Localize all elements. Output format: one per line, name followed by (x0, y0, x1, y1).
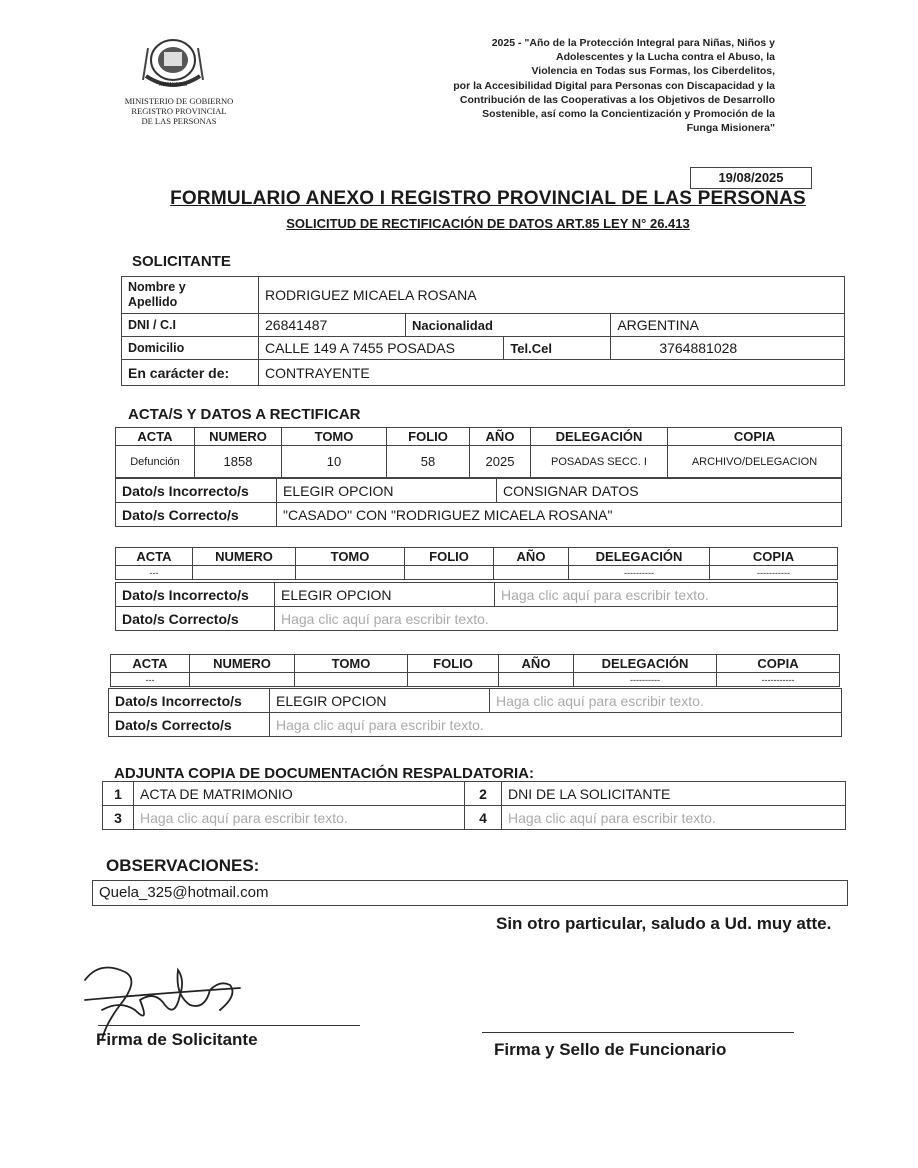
correct-label: Dato/s Correcto/s (109, 713, 270, 737)
incorrect-choice-dropdown[interactable]: ELEGIR OPCION (277, 479, 497, 503)
header-anio: AÑO (499, 655, 574, 673)
header-folio: FOLIO (405, 548, 494, 566)
caracter-field[interactable]: CONTRAYENTE (259, 360, 845, 386)
acta-3-data-table (108, 688, 842, 737)
doc-field-1[interactable]: ACTA DE MATRIMONIO (134, 782, 465, 806)
signature-scribble (80, 950, 250, 1040)
ministry-line: DE LAS PERSONAS (141, 116, 217, 126)
adjunta-table (102, 781, 846, 830)
acta-2-data-table (115, 582, 838, 631)
incorrect-choice-dropdown[interactable]: ELEGIR OPCION (270, 689, 490, 713)
ministry-line: REGISTRO PROVINCIAL (131, 106, 227, 116)
domicilio-field[interactable]: CALLE 149 A 7455 POSADAS (259, 337, 504, 360)
header-numero: NUMERO (193, 548, 296, 566)
numero-field[interactable] (190, 673, 295, 687)
motto-line: por la Accesibilidad Digital para Personas con Discapacidad y la (453, 79, 775, 92)
acta-1-data-table (115, 478, 842, 527)
doc-number: 3 (103, 806, 134, 830)
header-copia: COPIA (710, 548, 838, 566)
seal-logo (140, 36, 206, 100)
tomo-field[interactable] (296, 566, 405, 580)
motto-line: Contribución de las Cooperativas a los Objetivos de Desarrollo (459, 93, 775, 106)
numero-field[interactable] (193, 566, 296, 580)
header-anio: AÑO (470, 428, 531, 446)
header-tomo: TOMO (295, 655, 408, 673)
funcionario-signature-label: Firma y Sello de Funcionario (494, 1040, 727, 1059)
solicitante-table (121, 276, 845, 386)
header-acta: ACTA (116, 548, 193, 566)
form-title: FORMULARIO ANEXO I REGISTRO PROVINCIAL DE LAS PERSONAS (170, 188, 806, 209)
acta-type-field[interactable]: --- (116, 566, 193, 580)
header-delegacion: DELEGACIÓN (574, 655, 717, 673)
anio-field[interactable] (494, 566, 569, 580)
folio-field[interactable] (405, 566, 494, 580)
incorrect-text-field[interactable]: Haga clic aquí para escribir texto. (495, 583, 838, 607)
header-tomo: TOMO (296, 548, 405, 566)
incorrect-choice-dropdown[interactable]: ELEGIR OPCION (275, 583, 495, 607)
date-field[interactable]: 19/08/2025 (690, 167, 812, 189)
doc-number: 2 (465, 782, 502, 806)
motto-line: Violencia en Todas sus Formas, los Ciberdelitos, (531, 65, 775, 78)
folio-field[interactable]: 58 (387, 446, 470, 478)
telcel-field[interactable]: 3764881028 (611, 337, 845, 360)
caracter-label: En carácter de: (122, 360, 259, 386)
delegacion-field[interactable]: ---------- (574, 673, 717, 687)
correct-text-field[interactable]: Haga clic aquí para escribir texto. (270, 713, 842, 737)
header-copia: COPIA (668, 428, 842, 446)
incorrect-text-field[interactable]: CONSIGNAR DATOS (497, 479, 842, 503)
tomo-field[interactable] (295, 673, 408, 687)
dni-label: DNI / C.I (122, 314, 259, 337)
header-acta: ACTA (111, 655, 190, 673)
correct-text-field[interactable]: Haga clic aquí para escribir texto. (275, 607, 838, 631)
ministry-name (104, 96, 254, 126)
correct-label: Dato/s Correcto/s (116, 607, 275, 631)
seal-text: MISIONES (158, 82, 188, 88)
acta-type-field[interactable]: Defunción (116, 446, 195, 478)
nombre-label-line: Apellido (128, 295, 178, 309)
incorrect-text-field[interactable]: Haga clic aquí para escribir texto. (490, 689, 842, 713)
domicilio-label: Domicilio (122, 337, 259, 360)
motto-line: Sostenible, así como la Concientización y Promoción de la (482, 108, 775, 121)
motto-line: Funga Misionera" (686, 122, 775, 135)
anio-field[interactable] (499, 673, 574, 687)
copia-field[interactable]: ARCHIVO/DELEGACION (668, 446, 842, 478)
doc-field-3[interactable]: Haga clic aquí para escribir texto. (134, 806, 465, 830)
closing-text: Sin otro particular, saludo a Ud. muy atte. (496, 914, 832, 933)
section-title-actas: ACTA/S Y DATOS A RECTIFICAR (128, 406, 361, 423)
dni-field[interactable]: 26841487 (259, 314, 406, 337)
header-delegacion: DELEGACIÓN (569, 548, 710, 566)
header-numero: NUMERO (190, 655, 295, 673)
copia-field[interactable]: ----------- (710, 566, 838, 580)
section-title-observaciones: OBSERVACIONES: (106, 856, 260, 875)
tomo-field[interactable]: 10 (282, 446, 387, 478)
acta-2-table (115, 547, 838, 580)
nombre-field[interactable]: RODRIGUEZ MICAELA ROSANA (259, 277, 845, 314)
nombre-label (122, 277, 259, 314)
form-subtitle: SOLICITUD DE RECTIFICACIÓN DE DATOS ART.85 LEY N° 26.413 (286, 216, 690, 231)
nombre-label-line: Nombre y (128, 280, 186, 294)
header-folio: FOLIO (408, 655, 499, 673)
nacionalidad-field[interactable]: ARGENTINA (611, 314, 845, 337)
delegacion-field[interactable]: ---------- (569, 566, 710, 580)
numero-field[interactable]: 1858 (195, 446, 282, 478)
folio-field[interactable] (408, 673, 499, 687)
nacionalidad-label: Nacionalidad (406, 314, 611, 337)
anio-field[interactable]: 2025 (470, 446, 531, 478)
delegacion-field[interactable]: POSADAS SECC. I (531, 446, 668, 478)
doc-number: 1 (103, 782, 134, 806)
header-tomo: TOMO (282, 428, 387, 446)
observaciones-field[interactable]: Quela_325@hotmail.com (92, 880, 848, 906)
motto-line: 2025 - "Año de la Protección Integral para Niñas, Niños y (491, 37, 775, 49)
motto-line: Adolescentes y la Lucha contra el Abuso, la (555, 51, 775, 64)
correct-text-field[interactable]: "CASADO" CON "RODRIGUEZ MICAELA ROSANA" (277, 503, 842, 527)
header-anio: AÑO (494, 548, 569, 566)
funcionario-signature-line (482, 1032, 794, 1033)
incorrect-label: Dato/s Incorrecto/s (109, 689, 270, 713)
header-copia: COPIA (717, 655, 840, 673)
acta-type-field[interactable]: --- (111, 673, 190, 687)
doc-field-4[interactable]: Haga clic aquí para escribir texto. (502, 806, 846, 830)
header-delegacion: DELEGACIÓN (531, 428, 668, 446)
telcel-label: Tel.Cel (504, 337, 611, 360)
copia-field[interactable]: ----------- (717, 673, 840, 687)
solicitante-signature-label: Firma de Solicitante (96, 1030, 258, 1049)
doc-field-2[interactable]: DNI DE LA SOLICITANTE (502, 782, 846, 806)
header-acta: ACTA (116, 428, 195, 446)
acta-1-table (115, 427, 842, 478)
ministry-line: MINISTERIO DE GOBIERNO (124, 96, 234, 106)
section-title-adjunta: ADJUNTA COPIA DE DOCUMENTACIÓN RESPALDATORIA: (114, 765, 534, 782)
incorrect-label: Dato/s Incorrecto/s (116, 583, 275, 607)
header-numero: NUMERO (195, 428, 282, 446)
solicitante-signature-line (98, 1025, 360, 1026)
acta-3-table (110, 654, 840, 687)
header-folio: FOLIO (387, 428, 470, 446)
year-motto (380, 36, 775, 135)
section-title-solicitante: SOLICITANTE (132, 253, 231, 270)
doc-number: 4 (465, 806, 502, 830)
incorrect-label: Dato/s Incorrecto/s (116, 479, 277, 503)
correct-label: Dato/s Correcto/s (116, 503, 277, 527)
